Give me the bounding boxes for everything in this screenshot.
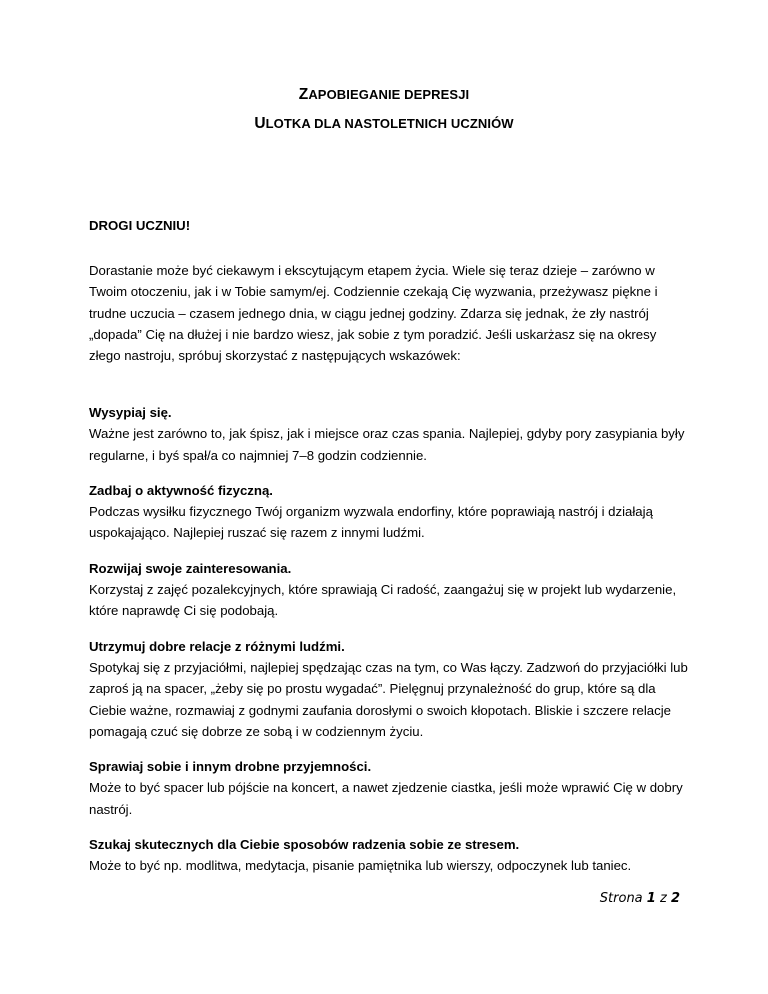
- tip-item: [89, 636, 689, 742]
- greeting-heading: DROGI UCZNIU!: [89, 218, 191, 233]
- page-separator: z: [659, 891, 667, 906]
- title-rest: APOBIEGANIE DEPRESJI: [308, 87, 470, 102]
- tip-body: Może to być np. modlitwa, medytacja, pisanie pamiętnika lub wierszy, odpoczynek lub taniec.: [89, 858, 632, 874]
- tip-heading: Zadbaj o aktywność fizyczną.: [89, 482, 273, 498]
- tip-body: Podczas wysiłku fizycznego Twój organizm wyzwala endorfiny, które poprawiają nastrój i działają uspokajająco. Najlepiej ruszać się razem z innymi ludźmi.: [89, 504, 653, 541]
- tip-heading: Wysypiaj się.: [89, 405, 172, 420]
- subtitle-rest: LOTKA DLA NASTOLETNICH UCZNIÓW: [265, 116, 514, 131]
- tip-item: [89, 402, 689, 466]
- tip-item: [89, 756, 689, 820]
- tip-item: [89, 480, 689, 544]
- subtitle-initial: U: [254, 115, 266, 132]
- tip-item: [89, 834, 689, 877]
- tip-heading: Utrzymuj dobre relacje z różnymi ludźmi.: [89, 638, 345, 654]
- tip-body: Ważne jest zarówno to, jak śpisz, jak i miejsce oraz czas spania. Najlepiej, gdyby pory zasypiania były regularne, i byś spał/a co najmniej 7–8 godzin codziennie.: [89, 426, 685, 463]
- intro-paragraph: Dorastanie może być ciekawym i ekscytującym etapem życia. Wiele się teraz dzieje – zarówno w Twoim otoczeniu, jak i w Tobie samym/ej. Codziennie czekają Cię wyzwania, przeżywasz piękne i trudne uczucia – czasem jednego dnia, w ciągu jednej godziny. Zdarza się jednak, że zły nastrój „dopada” Cię na dłużej i nie bardzo wiesz, jak sobie z tym poradzić. Jeśli uskarżasz się na okresy złego nastroju, spróbuj skorzystać z następujących wskazówek:: [89, 263, 658, 364]
- tip-body: Korzystaj z zajęć pozalekcyjnych, które sprawiają Ci radość, zaangażuj się w projekt lub wydarzenie, które naprawdę Ci się podobają.: [89, 582, 677, 619]
- page-label: Strona: [599, 891, 643, 906]
- tip-heading: Szukaj skutecznych dla Ciebie sposobów radzenia sobie ze stresem.: [89, 837, 520, 853]
- page-current: 1: [646, 891, 656, 906]
- document-title: [0, 86, 768, 104]
- tip-item: [89, 558, 689, 622]
- title-initial: Z: [298, 86, 309, 103]
- document-subtitle: [0, 115, 768, 133]
- tip-body: Spotykaj się z przyjaciółmi, najlepiej spędzając czas na tym, co Was łączy. Zadzwoń do przyjaciółki lub zaproś ją na spacer, „żeby się po prostu wygadać”. Pielęgnuj przynależność do grup, które są dla Ciebie ważne, rozmawiaj z godnymi zaufania dorosłymi o swoich kłopotach. Bliskie i szczere relacje pomagają czuć się dobrze ze sobą i w codziennym życiu.: [89, 659, 688, 739]
- tip-heading: Sprawiaj sobie i innym drobne przyjemności.: [89, 759, 372, 775]
- tips-list: [89, 402, 689, 891]
- tip-heading: Rozwijaj swoje zainteresowania.: [89, 560, 292, 576]
- page-number-footer: [600, 891, 680, 906]
- page-total: 2: [670, 891, 680, 906]
- tip-body: Może to być spacer lub pójście na koncert, a nawet zjedzenie ciastka, jeśli może wprawić Cię w dobry nastrój.: [89, 780, 683, 817]
